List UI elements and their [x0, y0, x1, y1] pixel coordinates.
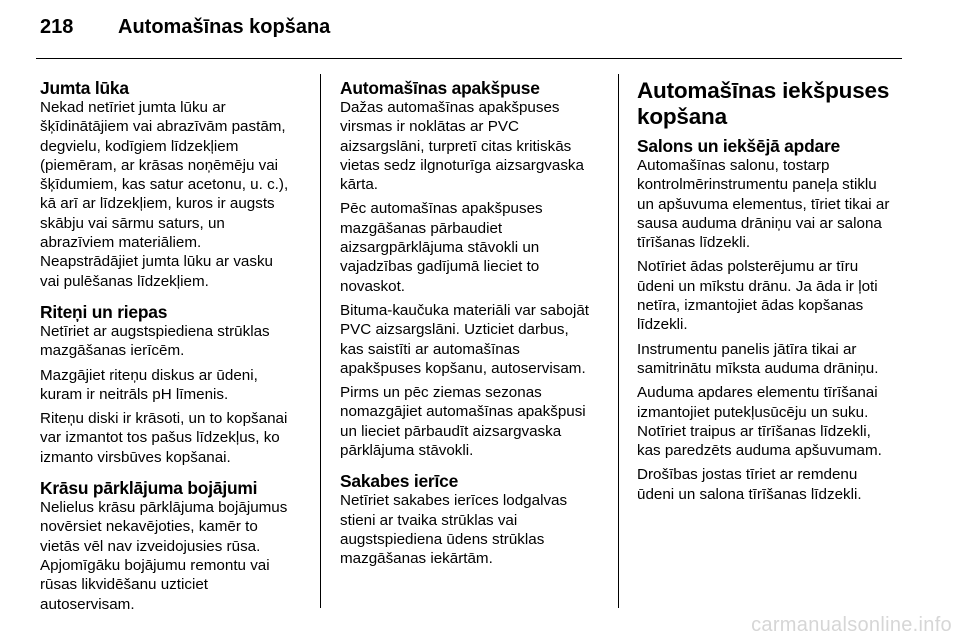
text-line: abrazīviem materiāliem.	[40, 234, 202, 252]
text-line: Neapstrādājiet jumta lūku ar vasku	[40, 253, 273, 271]
text-line: degvielu, kodīgiem līdzekļiem	[40, 137, 239, 155]
section	[40, 78, 312, 291]
column-2	[340, 78, 612, 580]
text-line: līdzekli.	[637, 316, 688, 334]
text-line: Notīriet ādas polsterējumu ar tīru	[637, 258, 859, 276]
column-divider-2	[618, 74, 619, 608]
paragraph	[40, 366, 312, 405]
text-line: skābju vai sārmu saturs, un	[40, 214, 225, 232]
page-header	[40, 16, 330, 39]
text-line: Notīriet traipus ar tīrīšanas līdzekli,	[637, 422, 871, 440]
paragraph	[40, 498, 312, 614]
text-line: kas saistīti ar automašīnas	[340, 340, 520, 358]
paragraph	[340, 301, 612, 378]
text-line: nomazgājiet automašīnas apakšpusi	[340, 403, 586, 421]
chapter-title: Automašīnas kopšana	[118, 16, 331, 38]
text-line: Automašīnas salonu, tostarp	[637, 157, 830, 174]
text-line: PVC aizsargslāni. Uzticiet darbus,	[340, 321, 569, 339]
text-line: apakšpuses kopšanu, autoservisam.	[340, 359, 586, 377]
text-line: Pēc automašīnas apakšpuses	[340, 200, 543, 218]
text-line: autoservisam.	[40, 595, 135, 613]
watermark: carmanualsonline.info	[751, 614, 952, 636]
text-line: ūdeni un mīkstu drānu. Ja āda ir ļoti	[637, 277, 878, 295]
text-line: aizsargpārklājuma stāvokli un	[340, 239, 540, 257]
text-line: aizsargslāni, turpretī citas kritiskās	[340, 137, 572, 155]
column-1	[40, 78, 312, 625]
text-line: šķīdumiem, kas satur acetonu, u. c.),	[40, 176, 289, 194]
text-line: (piemēram, ar krāsas noņēmēju vai	[40, 156, 279, 174]
text-line: vai pulēšanas līdzekļiem.	[40, 272, 209, 290]
text-line: Dažas automašīnas apakšpuses	[340, 99, 560, 116]
text-line: un apšuvuma elementus, tīriet tikai ar	[637, 195, 890, 213]
text-line: ūdeni un salona tīrīšanas līdzekli.	[637, 485, 862, 503]
header-rule	[36, 58, 902, 59]
text-line: sausa auduma drāniņu vai ar salona	[637, 214, 882, 232]
text-line: kārta.	[340, 176, 378, 194]
text-line: vietās vēl nav izveidojusies rūsa.	[40, 537, 261, 555]
text-line: mazgāšanas pārbaudiet	[340, 219, 503, 237]
section-heading: Sakabes ierīce	[340, 471, 459, 492]
paragraph	[637, 383, 927, 460]
paragraph	[40, 322, 312, 361]
text-line: Instrumentu panelis jātīra tikai ar	[637, 340, 857, 358]
column-3	[637, 78, 927, 515]
text-line: šķīdinātājiem vai abrazīvām pastām,	[40, 118, 286, 136]
text-line: kas paredzēts auduma apšuvumam.	[637, 442, 882, 460]
text-line: Riteņu diski ir krāsoti, un to kopšanai	[40, 410, 288, 428]
text-line: Bituma-kaučuka materiāli var sabojāt	[340, 301, 590, 319]
text-line: netīra, izmantojiet ādas kopšanas	[637, 297, 864, 315]
text-line: Drošības jostas tīriet ar remdenu	[637, 466, 858, 484]
text-line: mazgāšanas ierīcēm.	[40, 342, 185, 360]
text-line: Nelielus krāsu pārklājuma bojājumus	[40, 499, 288, 517]
title-line: kopšana	[637, 104, 727, 129]
text-line: stieni ar tvaika strūklas vai	[340, 511, 518, 529]
text-line: samitrinātu mīksta auduma drāniņu.	[637, 359, 879, 377]
text-line: var izmantot tos pašus līdzekļus, ko	[40, 429, 280, 447]
text-line: rūsas likvidēšanu uzticiet	[40, 576, 208, 594]
paragraph	[340, 383, 612, 460]
paragraph	[40, 98, 312, 291]
title-line: Automašīnas iekšpuses	[637, 78, 890, 103]
text-line: tīrīšanas līdzekli.	[637, 234, 751, 252]
section-heading: Salons un iekšējā apdare	[637, 136, 841, 156]
paragraph	[340, 98, 612, 194]
text-line: novērsiet nekavējoties, kamēr to	[40, 518, 258, 536]
paragraph	[637, 340, 927, 379]
paragraph	[637, 465, 927, 504]
text-line: vajadzības gadījumā lieciet to	[340, 258, 540, 276]
text-line: mazgāšanas iekārtām.	[340, 550, 493, 568]
text-line: pārklājuma stāvokli.	[340, 442, 474, 460]
text-line: novaskot.	[340, 277, 406, 295]
text-line: kā arī ar līdzekļiem, kuros ir augsts	[40, 195, 275, 213]
section-heading: Jumta lūka	[40, 78, 129, 98]
text-line: Auduma apdares elementu tīrīšanai	[637, 384, 878, 402]
text-line: virsmas ir noklātas ar PVC	[340, 118, 519, 136]
paragraph	[340, 491, 612, 568]
paragraph	[637, 257, 927, 334]
section-heading: Riteņi un riepas	[40, 301, 168, 322]
text-line: Pirms un pēc ziemas sezonas	[340, 384, 542, 402]
section	[40, 478, 312, 614]
text-line: izmanto virsbūves kopšanai.	[40, 448, 231, 466]
text-line: Netīriet ar augstspiediena strūklas	[40, 322, 270, 340]
page-number: 218	[40, 16, 74, 38]
section-heading: Automašīnas apakšpuse	[340, 78, 540, 98]
paragraph	[340, 199, 612, 295]
text-line: Netīriet sakabes ierīces lodgalvas	[340, 492, 568, 510]
text-line: Mazgājiet riteņu diskus ar ūdeni,	[40, 366, 258, 384]
column-divider-1	[320, 74, 321, 608]
section-title	[637, 78, 927, 130]
paragraph	[637, 156, 927, 252]
text-line: un lieciet pārbaudīt aizsargvaska	[340, 422, 562, 440]
text-line: kontrolmērinstrumentu paneļa stiklu	[637, 176, 877, 194]
section	[637, 136, 927, 504]
text-line: Nekad netīriet jumta lūku ar	[40, 99, 226, 116]
text-line: kuram ir neitrāls pH līmenis.	[40, 385, 229, 403]
section-heading: Krāsu pārklājuma bojājumi	[40, 478, 258, 499]
section	[340, 78, 612, 460]
text-line: vietas sedz ilgnoturīga aizsargvaska	[340, 156, 584, 174]
section	[340, 471, 612, 568]
text-line: Apjomīgāku bojājumu remontu vai	[40, 556, 270, 574]
text-line: augstspiediena ūdens strūklas	[340, 530, 545, 548]
section	[40, 302, 312, 467]
paragraph	[40, 409, 312, 467]
text-line: izmantojiet putekļusūcēju un suku.	[637, 403, 869, 421]
